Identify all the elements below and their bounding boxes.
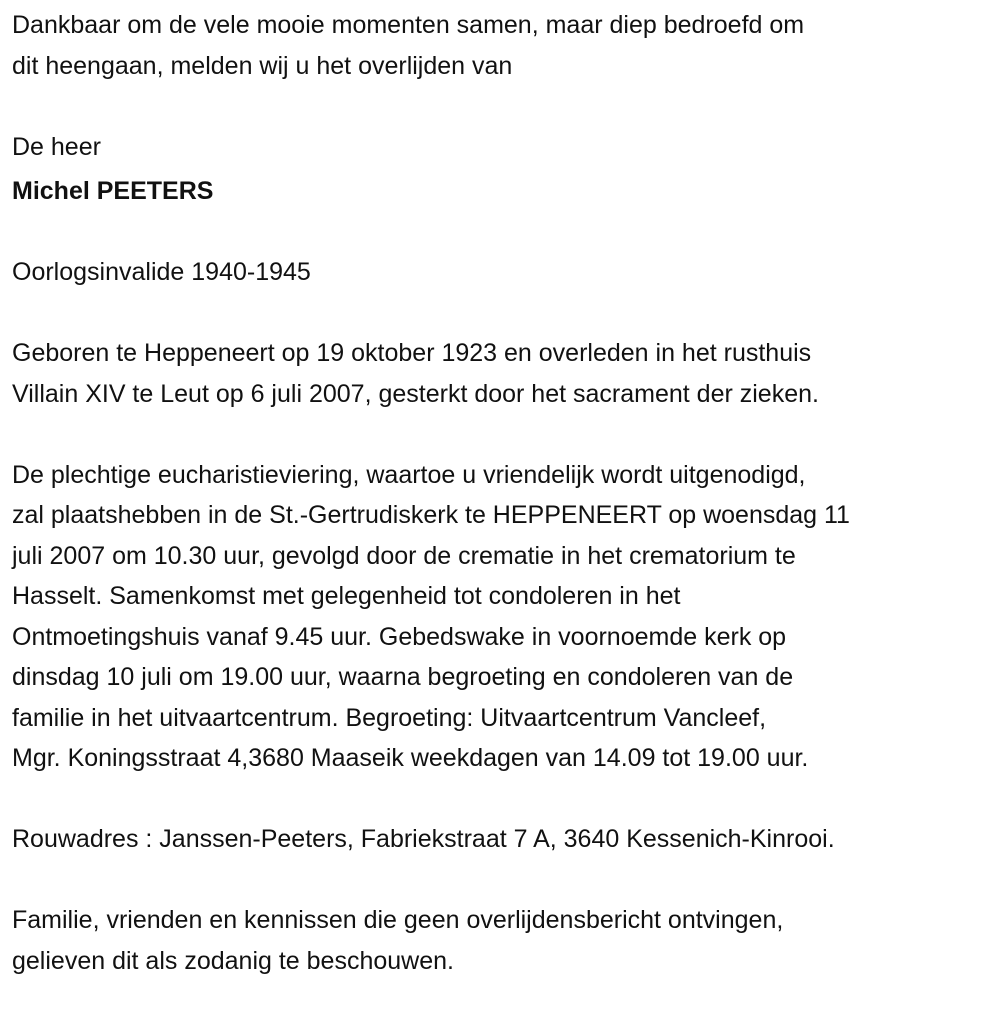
intro-line: dit heengaan, melden wij u het overlijden van bbox=[12, 51, 513, 80]
obituary-document bbox=[12, 5, 850, 1022]
intro-line: Dankbaar om de vele mooie momenten samen, maar diep bedroefd om bbox=[12, 11, 805, 39]
ceremony-line: dinsdag 10 juli om 19.00 uur, waarna begroeting en condoleren van de bbox=[12, 663, 794, 691]
salutation: De heer bbox=[12, 132, 101, 161]
closing-line: gelieven dit als zodanig te beschouwen. bbox=[12, 946, 454, 975]
deceased-block bbox=[12, 127, 850, 212]
ceremony-line: Ontmoetingshuis vanaf 9.45 uur. Gebedswake in voornoemde kerk op bbox=[12, 622, 787, 651]
ceremony-line: juli 2007 om 10.30 uur, gevolgd door de crematie in het crematorium te bbox=[12, 541, 796, 570]
deceased-title: Oorlogsinvalide 1940-1945 bbox=[12, 258, 311, 286]
closing-line: Familie, vrienden en kennissen die geen overlijdensbericht ontvingen, bbox=[12, 906, 784, 934]
ceremony-line: familie in het uitvaartcentrum. Begroeting: Uitvaartcentrum Vancleef, bbox=[12, 703, 767, 732]
birth-death-paragraph bbox=[12, 333, 850, 414]
ceremony-line: Hasselt. Samenkomst met gelegenheid tot condoleren in het bbox=[12, 582, 681, 610]
closing-paragraph bbox=[12, 900, 850, 981]
birth-death-line: Geboren te Heppeneert op 19 oktober 1923 en overleden in het rusthuis bbox=[12, 339, 812, 367]
intro-paragraph bbox=[12, 5, 850, 86]
address-paragraph bbox=[12, 819, 850, 860]
mourning-address: Rouwadres : Janssen-Peeters, Fabriekstraat 7 A, 3640 Kessenich-Kinrooi. bbox=[12, 825, 835, 853]
ceremony-line: De plechtige eucharistieviering, waartoe u vriendelijk wordt uitgenodigd, bbox=[12, 460, 806, 489]
deceased-name: Michel PEETERS bbox=[12, 177, 214, 205]
ceremony-paragraph bbox=[12, 455, 850, 779]
birth-death-line: Villain XIV te Leut op 6 juli 2007, gesterkt door het sacrament der zieken. bbox=[12, 379, 819, 408]
ceremony-line: Mgr. Koningsstraat 4,3680 Maaseik weekdagen van 14.09 tot 19.00 uur. bbox=[12, 744, 809, 772]
title-paragraph bbox=[12, 252, 850, 293]
ceremony-line: zal plaatshebben in de St.-Gertrudiskerk te HEPPENEERT op woensdag 11 bbox=[12, 501, 850, 529]
